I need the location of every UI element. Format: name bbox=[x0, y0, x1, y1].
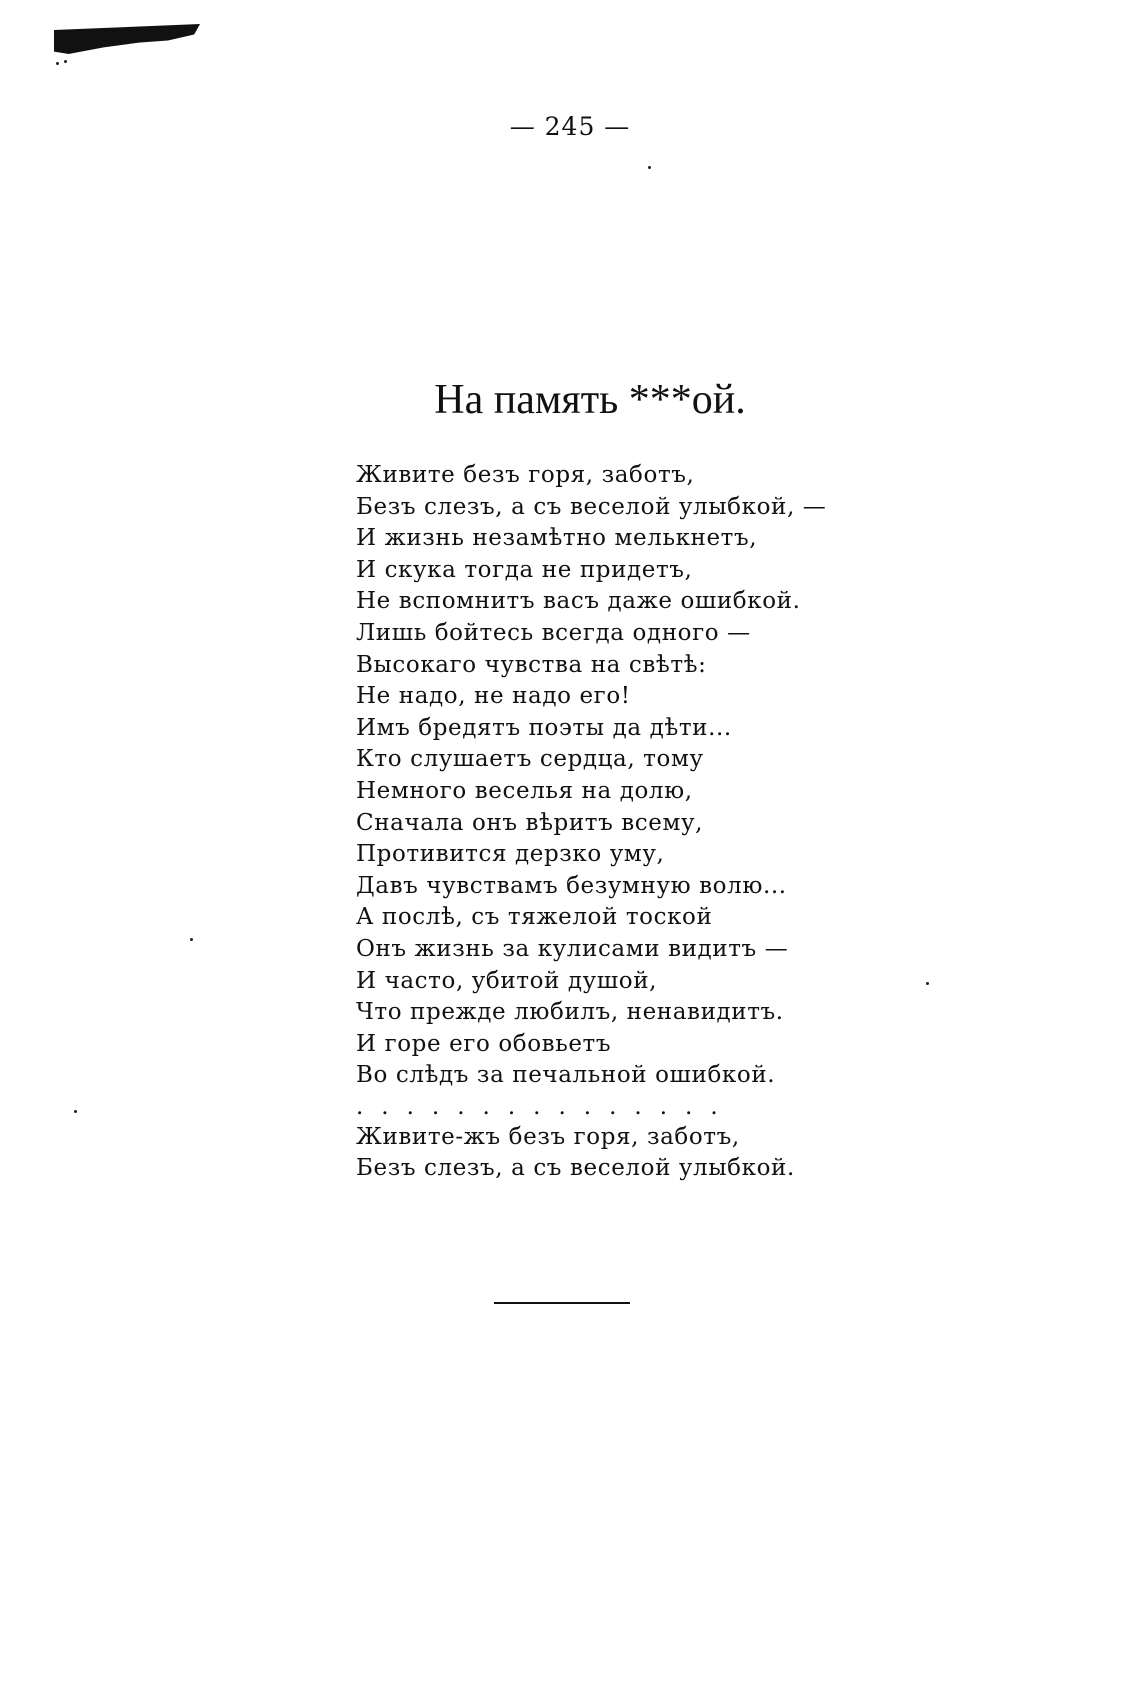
poem-line: Не вспомнитъ васъ даже ошибкой. bbox=[356, 588, 801, 615]
scan-smudge bbox=[54, 24, 200, 54]
scan-speck bbox=[56, 62, 59, 65]
poem-line: Противится дерзко уму, bbox=[356, 841, 665, 868]
poem-line: Не надо, не надо его! bbox=[356, 683, 631, 710]
scan-speck bbox=[74, 1110, 77, 1113]
scan-speck bbox=[190, 938, 193, 941]
poem-line: Безъ слезъ, а съ веселой улыбкой, — bbox=[356, 493, 827, 520]
end-rule bbox=[494, 1302, 630, 1304]
poem-body bbox=[356, 460, 916, 1185]
poem-line: Кто слушаетъ сердца, тому bbox=[356, 746, 704, 773]
poem-line: И скука тогда не придетъ, bbox=[356, 556, 693, 583]
poem-line: Имъ бредятъ поэты да дѣти... bbox=[356, 714, 732, 741]
poem-line: Сначала онъ вѣритъ всему, bbox=[356, 809, 704, 836]
poem-line: Немного веселья на долю, bbox=[356, 777, 693, 804]
ellipsis-separator: ............... bbox=[356, 1093, 736, 1120]
poem-line: И горе его обовьетъ bbox=[356, 1030, 612, 1057]
poem-title: На память ***ой. bbox=[434, 377, 746, 423]
poem-line: Во слѣдъ за печальной ошибкой. bbox=[356, 1062, 776, 1089]
poem-line: И часто, убитой душой, bbox=[356, 967, 658, 994]
scan-speck bbox=[64, 60, 67, 63]
poem-line: Онъ жизнь за кулисами видитъ — bbox=[356, 935, 789, 962]
scan-speck bbox=[648, 166, 651, 169]
poem-line: Лишь бойтесь всегда одного — bbox=[356, 619, 751, 646]
poem-line: Высокаго чувства на свѣтѣ: bbox=[356, 651, 707, 678]
page-number: — 245 — bbox=[509, 112, 631, 141]
poem-line: Безъ слезъ, а съ веселой улыбкой. bbox=[356, 1155, 795, 1182]
poem-line: А послѣ, съ тяжелой тоской bbox=[356, 904, 713, 931]
poem-line: Живите-жъ безъ горя, заботъ, bbox=[356, 1123, 740, 1150]
poem-line: Живите безъ горя, заботъ, bbox=[356, 462, 695, 488]
poem-line: Давъ чувствамъ безумную волю... bbox=[356, 872, 787, 899]
poem-line: И жизнь незамѣтно мелькнетъ, bbox=[356, 525, 758, 552]
scan-speck bbox=[926, 982, 929, 985]
poem-line: Что прежде любилъ, ненавидитъ. bbox=[356, 999, 784, 1026]
